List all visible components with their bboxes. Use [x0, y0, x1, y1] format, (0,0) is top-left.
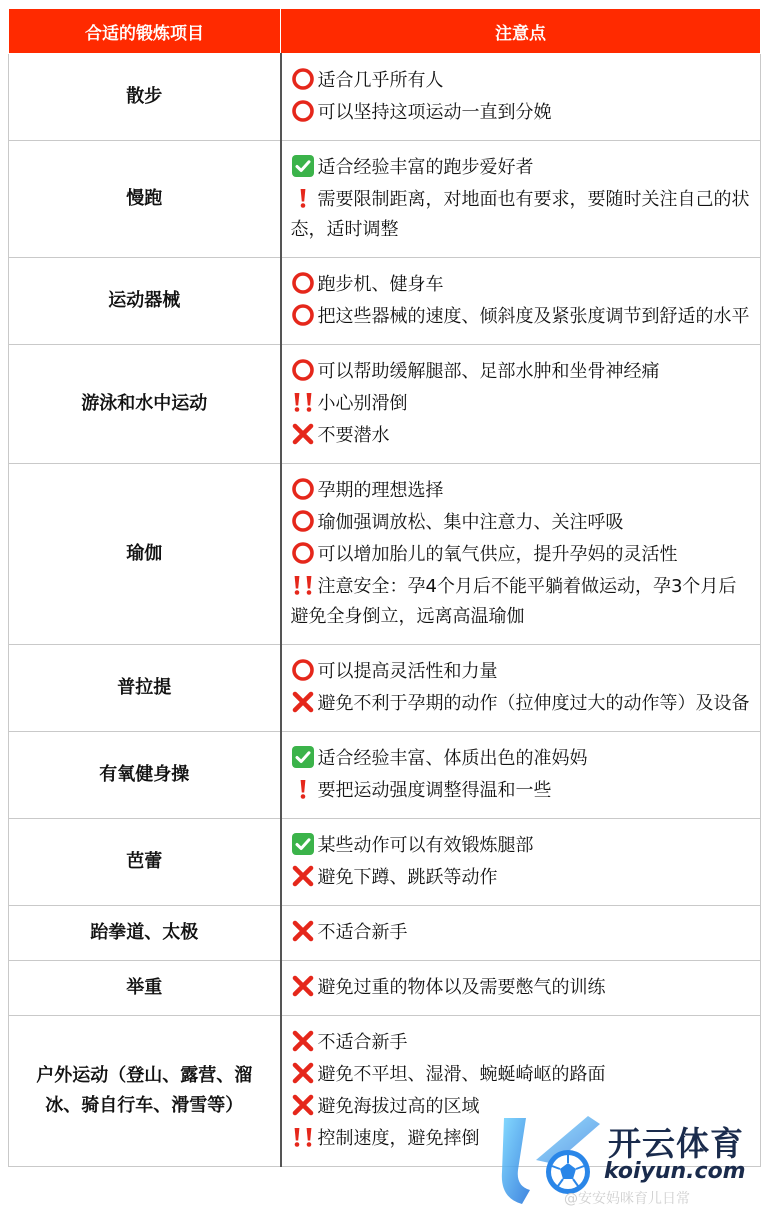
exercise-name: 游泳和水中运动: [9, 345, 281, 464]
cross-mark-icon: [291, 919, 315, 943]
check-mark-icon: [291, 154, 315, 178]
table-row: [9, 258, 761, 345]
note-line: [291, 476, 751, 506]
cross-mark-icon: [291, 864, 315, 888]
watermark-credit: @安安妈咪育儿日常: [564, 1191, 690, 1207]
header-notes: 注意点: [281, 9, 761, 54]
note-text: 不适合新手: [317, 1032, 408, 1053]
exercise-notes: [281, 732, 761, 819]
note-text: 避免下蹲、跳跃等动作: [317, 867, 498, 888]
note-text: 控制速度，避免摔倒: [317, 1128, 480, 1149]
exercise-notes: [281, 141, 761, 258]
check-mark-icon: [291, 745, 315, 769]
double-exclamation-icon: [291, 390, 315, 414]
exercise-notes: [281, 645, 761, 732]
note-text: 可以提高灵活性和力量: [317, 661, 498, 682]
red-circle-icon: [291, 509, 315, 533]
red-circle-icon: [291, 541, 315, 565]
watermark-brand: 开云体育: [608, 1124, 744, 1163]
double-exclamation-icon: [291, 1125, 315, 1149]
exercise-name: 户外运动（登山、露营、溜冰、骑自行车、滑雪等）: [9, 1016, 281, 1167]
table-row: [9, 732, 761, 819]
note-line: [291, 389, 751, 419]
cross-mark-icon: [291, 1093, 315, 1117]
note-text: 把这些器械的速度、倾斜度及紧张度调节到舒适的水平: [317, 306, 750, 327]
note-line: [291, 98, 751, 128]
exercise-notes: [281, 464, 761, 645]
cross-mark-icon: [291, 974, 315, 998]
exercise-name: 有氧健身操: [9, 732, 281, 819]
note-line: [291, 831, 751, 861]
exercise-notes: [281, 258, 761, 345]
note-text: 可以坚持这项运动一直到分娩: [317, 102, 552, 123]
table-row: [9, 54, 761, 141]
note-line: [291, 776, 751, 806]
red-circle-icon: [291, 658, 315, 682]
note-line: [291, 540, 751, 570]
red-circle-icon: [291, 67, 315, 91]
table-row: [9, 906, 761, 961]
note-line: [291, 153, 751, 183]
cross-mark-icon: [291, 690, 315, 714]
note-text: 避免不利于孕期的动作（拉伸度过大的动作等）及设备: [317, 693, 750, 714]
note-line: [291, 1028, 751, 1058]
header-exercise: 合适的锻炼项目: [9, 9, 281, 54]
table-row: [9, 961, 761, 1016]
watermark: [496, 1104, 776, 1212]
note-text: 适合几乎所有人: [317, 70, 444, 91]
note-text: 避免不平坦、湿滑、蜿蜒崎岖的路面: [317, 1064, 606, 1085]
exercise-notes: [281, 54, 761, 141]
note-text: 小心别滑倒: [317, 393, 408, 414]
note-line: [291, 1060, 751, 1090]
note-text: 适合经验丰富的跑步爱好者: [317, 157, 534, 178]
exercise-notes: [281, 819, 761, 906]
note-line: [291, 744, 751, 774]
table-row: [9, 819, 761, 906]
table-header-row: [9, 9, 761, 54]
cross-mark-icon: [291, 422, 315, 446]
note-text: 某些动作可以有效锻炼腿部: [317, 835, 534, 856]
note-line: [291, 270, 751, 300]
red-circle-icon: [291, 99, 315, 123]
exercise-notes: [281, 906, 761, 961]
exercise-name: 普拉提: [9, 645, 281, 732]
note-line: [291, 689, 751, 719]
note-text: 避免过重的物体以及需要憋气的训练: [317, 977, 606, 998]
exercise-notes: [281, 345, 761, 464]
exercise-name: 瑜伽: [9, 464, 281, 645]
exercise-notes: [281, 961, 761, 1016]
note-text: 要把运动强度调整得温和一些: [317, 780, 552, 801]
note-line: [291, 302, 751, 332]
note-line: [291, 918, 751, 948]
exercise-name: 芭蕾: [9, 819, 281, 906]
table-row: [9, 141, 761, 258]
note-line: [291, 863, 751, 893]
exercise-name: 慢跑: [9, 141, 281, 258]
note-text: 需要限制距离，对地面也有要求，要随时关注自己的状态，适时调整: [290, 189, 750, 240]
note-text: 可以帮助缓解腿部、足部水肿和坐骨神经痛: [317, 361, 660, 382]
note-text: 避免海拔过高的区域: [317, 1096, 480, 1117]
note-line: [291, 508, 751, 538]
note-text: 适合经验丰富、体质出色的准妈妈: [317, 748, 588, 769]
note-line: [291, 657, 751, 687]
exercise-table: [8, 8, 761, 1167]
exercise-name: 举重: [9, 961, 281, 1016]
red-circle-icon: [291, 303, 315, 327]
table-row: [9, 345, 761, 464]
red-circle-icon: [291, 271, 315, 295]
exercise-name: 运动器械: [9, 258, 281, 345]
note-line: [291, 66, 751, 96]
cross-mark-icon: [291, 1029, 315, 1053]
note-line: [291, 185, 751, 245]
note-text: 跑步机、健身车: [317, 274, 444, 295]
exercise-table-container: [8, 8, 760, 1167]
note-text: 瑜伽强调放松、集中注意力、关注呼吸: [317, 512, 624, 533]
table-body: [9, 54, 761, 1167]
note-text: 可以增加胎儿的氧气供应，提升孕妈的灵活性: [317, 544, 678, 565]
table-row: [9, 645, 761, 732]
cross-mark-icon: [291, 1061, 315, 1085]
watermark-domain: koiyun.com: [604, 1159, 746, 1184]
note-text: 不要潜水: [317, 425, 390, 446]
red-circle-icon: [291, 358, 315, 382]
red-circle-icon: [291, 477, 315, 501]
note-line: [291, 572, 751, 632]
note-text: 不适合新手: [317, 922, 408, 943]
note-line: [291, 973, 751, 1003]
table-row: [9, 464, 761, 645]
exercise-name: 跆拳道、太极: [9, 906, 281, 961]
exclamation-icon: [291, 186, 315, 210]
check-mark-icon: [291, 832, 315, 856]
note-line: [291, 421, 751, 451]
exercise-name: 散步: [9, 54, 281, 141]
note-text: 注意安全：孕4个月后不能平躺着做运动，孕3个月后避免全身倒立，远离高温瑜伽: [290, 576, 737, 627]
double-exclamation-icon: [291, 573, 315, 597]
note-text: 孕期的理想选择: [317, 480, 444, 501]
note-line: [291, 357, 751, 387]
exclamation-icon: [291, 777, 315, 801]
